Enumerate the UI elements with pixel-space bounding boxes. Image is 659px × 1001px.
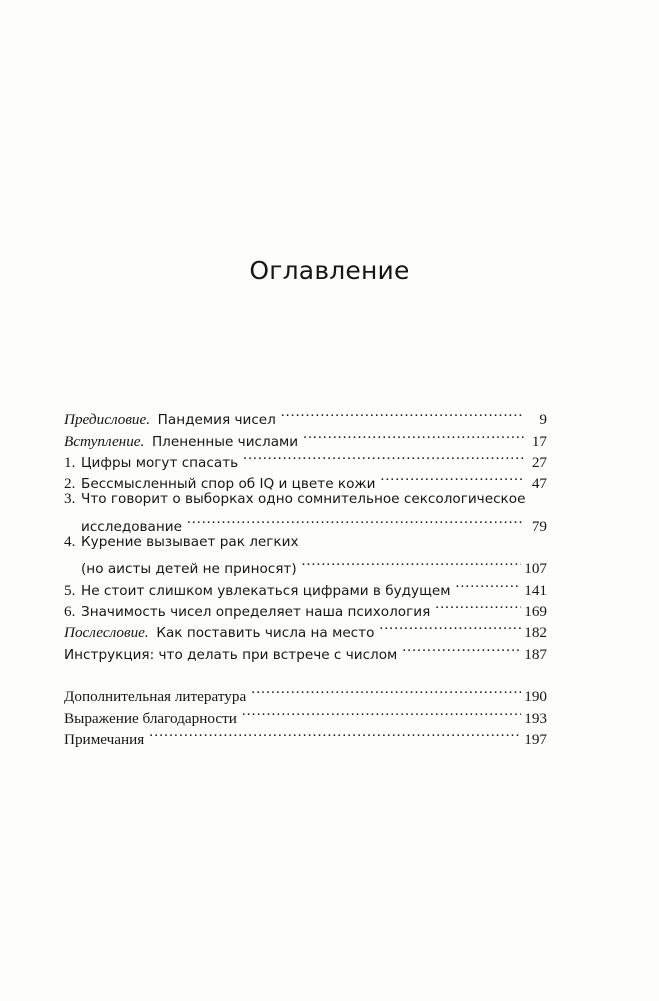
entry-title: Что говорит о выборках одно сомнительное сексологическое: [81, 491, 526, 508]
leader-dots: [379, 616, 521, 637]
leader-dots: [302, 552, 522, 573]
entry-title: Пандемия чисел: [157, 412, 276, 429]
page-number: 169: [524, 602, 547, 620]
entry-prefix: Послесловие.: [64, 624, 149, 642]
leader-dots: [435, 595, 521, 616]
page-number: 17: [531, 432, 547, 450]
entry-title: Бессмысленный спор об IQ и цвете кожи: [81, 476, 376, 493]
toc-entry-further-reading[interactable]: [64, 680, 547, 706]
entry-title: Не стоит слишком увлекаться цифрами в будущем: [81, 582, 451, 599]
page-number: 190: [524, 688, 547, 706]
page-number: 47: [531, 475, 547, 493]
page-title: Оглавление: [249, 256, 410, 285]
leader-dots: [456, 573, 522, 594]
entry-title: Плененные числами: [151, 433, 299, 450]
page-number: 27: [531, 453, 547, 471]
leader-dots: [402, 637, 521, 658]
leader-dots: [281, 403, 524, 424]
page-number: 187: [524, 645, 547, 663]
entry-title: Как поставить числа на место: [156, 625, 375, 642]
page-number: 9: [539, 411, 547, 429]
entry-title: Цифры могут спасать: [81, 454, 239, 471]
entry-prefix: Вступление.: [64, 432, 145, 450]
leader-dots: [251, 680, 521, 701]
leader-dots: [149, 723, 521, 744]
entry-title: Примечания: [64, 731, 145, 749]
chapter-number: 2.: [64, 475, 76, 493]
page-number: 79: [531, 517, 547, 535]
leader-dots: [303, 424, 524, 445]
entry-title: Курение вызывает рак легких: [81, 533, 299, 550]
page-number: 193: [524, 709, 547, 727]
page-number: 107: [524, 560, 547, 578]
chapter-number: 1.: [64, 453, 76, 471]
entry-title: Значимость чисел определяет наша психология: [81, 603, 431, 620]
page-number: 182: [524, 624, 547, 642]
chapter-number: 5.: [64, 581, 76, 599]
toc-entry-preface[interactable]: [64, 403, 547, 429]
page-number: 141: [524, 581, 547, 599]
entry-title-continued: (но аисты детей не приносят): [81, 561, 297, 578]
page-number: 197: [524, 731, 547, 749]
chapter-number: 4.: [64, 532, 76, 550]
toc-entry-chapter-4-line2[interactable]: [64, 552, 547, 578]
entry-title: Дополнительная литература: [64, 688, 247, 706]
table-of-contents: [64, 403, 547, 749]
leader-dots: [187, 509, 524, 530]
toc-entry-chapter-3-line1[interactable]: [64, 488, 547, 509]
leader-dots: [381, 467, 525, 488]
entry-prefix: Предисловие.: [64, 411, 151, 429]
leader-dots: [242, 701, 521, 722]
entry-title-continued: исследование: [81, 518, 182, 535]
entry-title: Выражение благодарности: [64, 709, 237, 727]
chapter-number: 6.: [64, 602, 76, 620]
entry-title: Инструкция: что делать при встрече с числом: [64, 646, 398, 663]
leader-dots: [243, 446, 524, 467]
chapter-number: 3.: [64, 490, 76, 508]
toc-entry-chapter-4-line1[interactable]: [64, 531, 547, 552]
toc-entry-chapter-3-line2[interactable]: [64, 509, 547, 535]
